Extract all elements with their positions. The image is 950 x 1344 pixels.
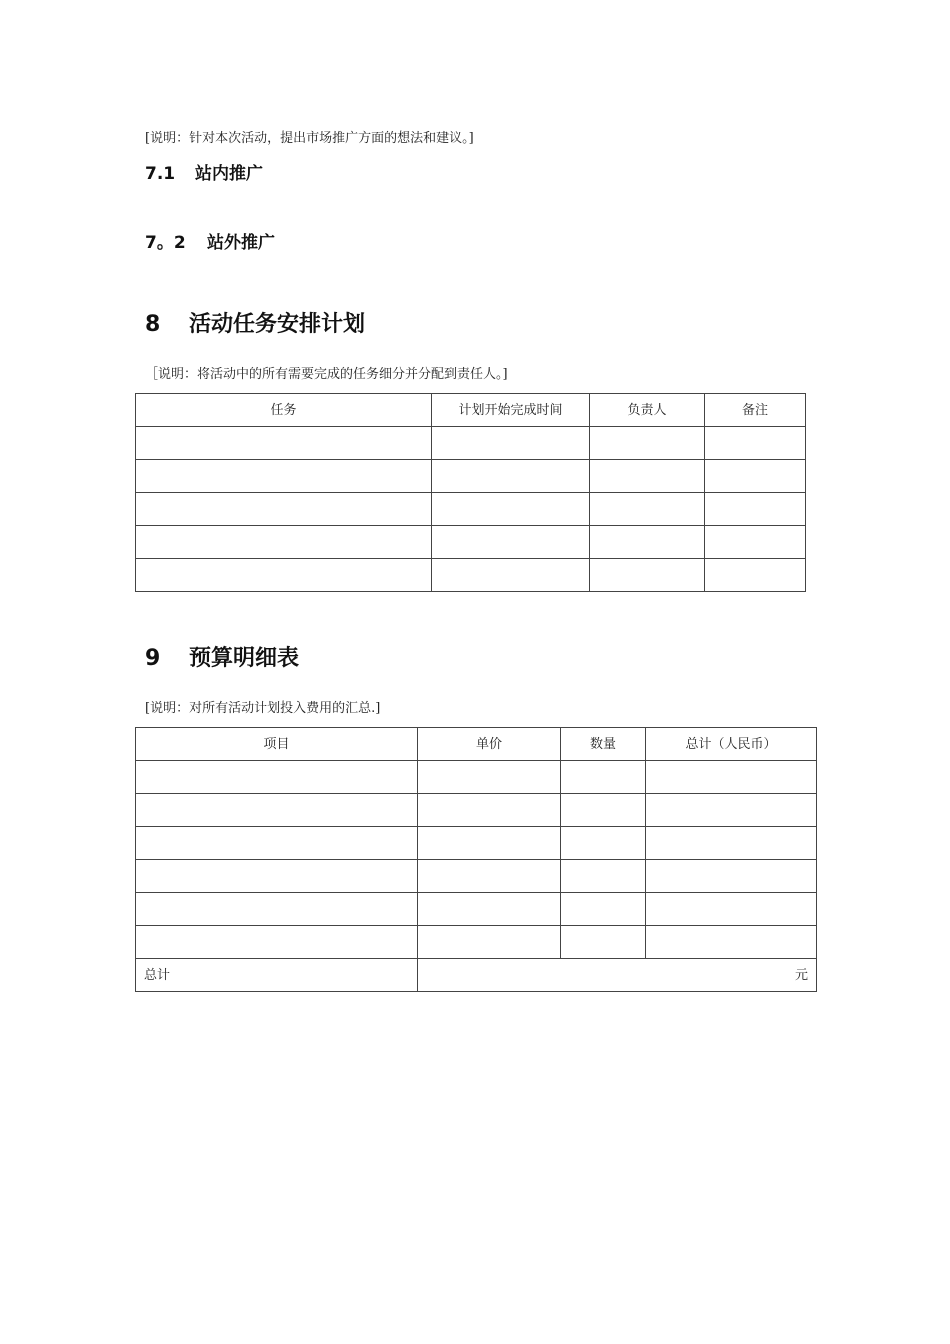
header-item: 项目: [136, 728, 418, 761]
heading-7-1-title: 站内推广: [195, 164, 263, 184]
heading-7-1-number: 7.1: [145, 164, 176, 184]
table-cell[interactable]: [418, 794, 561, 827]
table-cell[interactable]: [432, 559, 590, 592]
heading-7-2: [145, 228, 275, 253]
budget-total-unit[interactable]: 元: [418, 959, 817, 992]
table-row: [136, 526, 806, 559]
heading-7-2-number: 7。2: [145, 233, 186, 253]
table-cell[interactable]: [590, 526, 705, 559]
table-cell[interactable]: [590, 427, 705, 460]
table-cell[interactable]: [136, 926, 418, 959]
table-cell[interactable]: [561, 827, 646, 860]
table-cell[interactable]: [646, 794, 817, 827]
table-cell[interactable]: [646, 860, 817, 893]
heading-9: [145, 641, 299, 672]
table-row: [136, 493, 806, 526]
table-cell[interactable]: [561, 926, 646, 959]
header-owner: 负责人: [590, 394, 705, 427]
table-cell[interactable]: [705, 460, 806, 493]
table-row: [136, 860, 817, 893]
section9-note: [说明：对所有活动计划投入费用的汇总.]: [145, 701, 381, 716]
heading-8: [145, 307, 365, 338]
header-unit-price: 单价: [418, 728, 561, 761]
table-cell[interactable]: [646, 926, 817, 959]
table-row: [136, 761, 817, 794]
table-cell[interactable]: [418, 827, 561, 860]
table-cell[interactable]: [705, 427, 806, 460]
section7-note: [说明：针对本次活动，提出市场推广方面的想法和建议。]: [145, 131, 474, 146]
table-cell[interactable]: [136, 893, 418, 926]
table-cell[interactable]: [418, 860, 561, 893]
table-cell[interactable]: [646, 893, 817, 926]
heading-8-title: 活动任务安排计划: [189, 312, 366, 337]
table-cell[interactable]: [561, 794, 646, 827]
table-cell[interactable]: [418, 761, 561, 794]
budget-total-label: 总计: [136, 959, 418, 992]
header-planned-time: 计划开始完成时间: [432, 394, 590, 427]
table-cell[interactable]: [432, 427, 590, 460]
table-row: [136, 893, 817, 926]
table-cell[interactable]: [590, 460, 705, 493]
table-row: [136, 827, 817, 860]
header-task: 任务: [136, 394, 432, 427]
table-cell[interactable]: [561, 860, 646, 893]
table-cell[interactable]: [136, 526, 432, 559]
heading-9-title: 预算明细表: [189, 646, 300, 671]
table-cell[interactable]: [561, 761, 646, 794]
table-cell[interactable]: [136, 761, 418, 794]
table-cell[interactable]: [136, 860, 418, 893]
table-cell[interactable]: [136, 559, 432, 592]
table-cell[interactable]: [705, 493, 806, 526]
table-cell[interactable]: [136, 794, 418, 827]
table-cell[interactable]: [418, 926, 561, 959]
table-cell[interactable]: [590, 559, 705, 592]
table-cell[interactable]: [432, 493, 590, 526]
budget-table: [135, 727, 817, 992]
budget-total-row: [136, 959, 817, 992]
table-row: [136, 427, 806, 460]
table-cell[interactable]: [136, 460, 432, 493]
table-cell[interactable]: [136, 827, 418, 860]
table-cell[interactable]: [646, 761, 817, 794]
table-row: [136, 926, 817, 959]
table-cell[interactable]: [705, 559, 806, 592]
table-cell[interactable]: [432, 526, 590, 559]
heading-7-2-title: 站外推广: [207, 233, 275, 253]
header-quantity: 数量: [561, 728, 646, 761]
task-plan-header-row: [136, 394, 806, 427]
table-row: [136, 559, 806, 592]
table-cell[interactable]: [432, 460, 590, 493]
table-cell[interactable]: [646, 827, 817, 860]
table-row: [136, 460, 806, 493]
table-cell[interactable]: [705, 526, 806, 559]
heading-9-number: 9: [145, 646, 161, 671]
header-total-rmb: 总计（人民币）: [646, 728, 817, 761]
table-row: [136, 794, 817, 827]
section8-note: ［说明：将活动中的所有需要完成的任务细分并分配到责任人。]: [145, 367, 508, 382]
heading-8-number: 8: [145, 312, 161, 337]
table-cell[interactable]: [136, 493, 432, 526]
header-remarks: 备注: [705, 394, 806, 427]
table-cell[interactable]: [418, 893, 561, 926]
table-cell[interactable]: [561, 893, 646, 926]
budget-header-row: [136, 728, 817, 761]
table-cell[interactable]: [590, 493, 705, 526]
heading-7-1: [145, 159, 263, 184]
table-cell[interactable]: [136, 427, 432, 460]
task-plan-table: [135, 393, 806, 592]
